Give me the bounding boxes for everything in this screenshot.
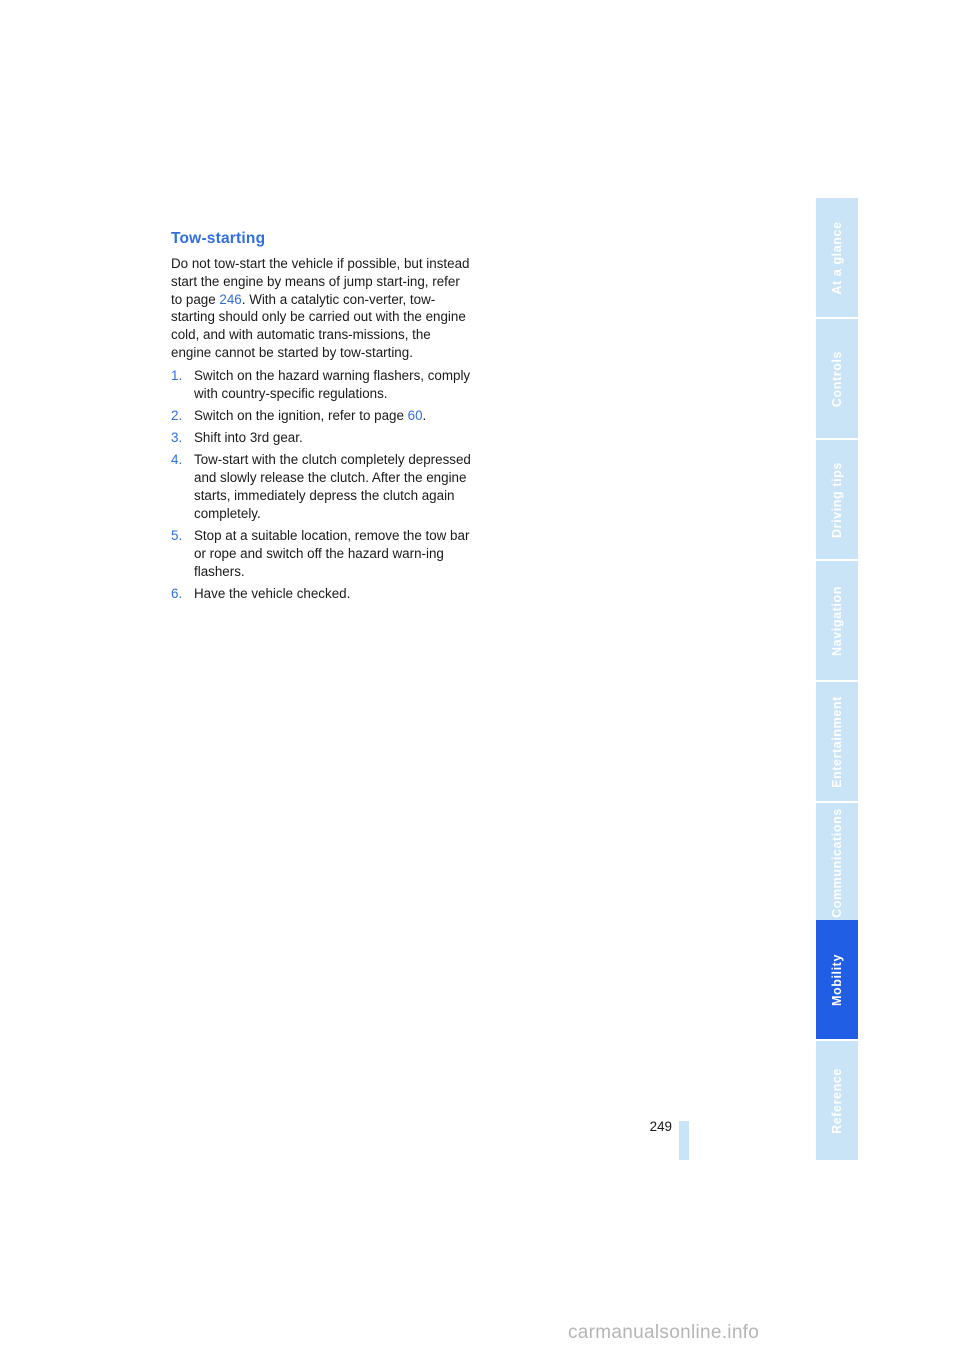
steps-list [171, 367, 471, 603]
step-number: 4. [171, 452, 183, 468]
list-item [171, 585, 471, 603]
list-item [171, 429, 471, 447]
step-text: Stop at a suitable location, remove the tow bar or rope and switch off the hazard warn-ing flashers. [194, 528, 470, 579]
tab-label: Mobility [830, 953, 844, 1006]
page-link-246[interactable]: 246 [219, 291, 242, 307]
intro-text: Do not tow-start the vehicle if possible, but instead start the engine by means of jump start-ing, refer to page [171, 256, 470, 307]
tab-label: Navigation [830, 585, 844, 656]
step-number: 3. [171, 430, 183, 446]
intro-text-continued: . With a catalytic con-verter, tow-starting should only be carried out with the engine cold, and with automatic trans-missions, the engine cannot be started by tow-starting. [171, 291, 466, 360]
step-text: Tow-start with the clutch completely depressed and slowly release the clutch. After the engine starts, immediately depress the clutch again completely. [194, 452, 471, 521]
watermark: carmanualsonline.info [568, 1322, 760, 1343]
tab-label: Communications [830, 807, 844, 918]
tab-at-a-glance[interactable] [816, 198, 858, 317]
list-item [171, 451, 471, 522]
tab-driving-tips[interactable] [816, 440, 858, 559]
step-text: Have the vehicle checked. [194, 586, 351, 602]
list-item [171, 407, 471, 425]
list-item [171, 527, 471, 580]
tab-label: Entertainment [830, 695, 844, 788]
step-text-after: . [422, 407, 427, 423]
tab-label: Driving tips [830, 461, 844, 538]
page-number-bar [679, 1121, 689, 1160]
intro-paragraph [171, 255, 471, 362]
tab-label: At a glance [830, 220, 844, 295]
step-text: Shift into 3rd gear. [194, 430, 303, 446]
page-link-60[interactable]: 60 [407, 407, 423, 423]
chapter-tabs [816, 198, 858, 1160]
section-heading: Tow-starting [171, 230, 266, 247]
step-number: 1. [171, 367, 183, 383]
tab-mobility[interactable] [816, 920, 858, 1039]
page-number: 249 [649, 1119, 672, 1134]
tab-entertainment[interactable] [816, 682, 858, 801]
tab-label: Reference [830, 1067, 844, 1134]
tab-communications[interactable] [816, 803, 858, 922]
tab-controls[interactable] [816, 319, 858, 438]
tab-reference[interactable] [816, 1041, 858, 1160]
tab-navigation[interactable] [816, 561, 858, 680]
step-number: 5. [171, 528, 183, 544]
step-number: 6. [171, 586, 183, 602]
page-content [171, 230, 471, 607]
step-text: Switch on the ignition, refer to page [194, 407, 408, 423]
list-item [171, 367, 471, 403]
step-text: Switch on the hazard warning flashers, comply with country-specific regulations. [194, 367, 471, 401]
tab-label: Controls [830, 350, 844, 407]
step-number: 2. [171, 407, 183, 423]
